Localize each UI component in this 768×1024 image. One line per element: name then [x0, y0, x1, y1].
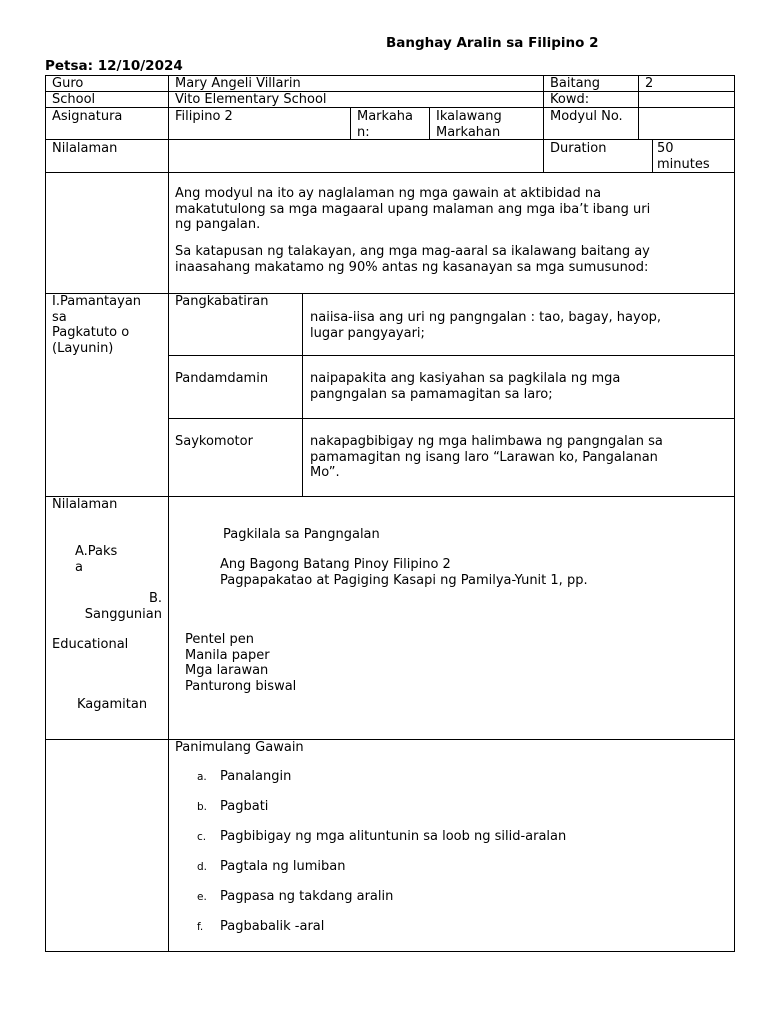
quarter-value-line: Markahan	[436, 124, 501, 140]
objective-line: pangngalan sa pamamagitan sa laro;	[310, 386, 553, 402]
row-line	[45, 496, 735, 497]
kagamitan-label: Kagamitan	[77, 697, 148, 712]
row-line	[168, 418, 735, 419]
paksa-line: a	[75, 559, 83, 575]
objective-line: naiisa-iisa ang uri ng pangngalan : tao, bagay, hayop,	[310, 310, 662, 325]
activity-text: Pagbabalik -aral	[220, 919, 325, 934]
activity-text: Panalangin	[220, 769, 292, 784]
row-line	[45, 739, 735, 740]
code-label: Kowd:	[550, 92, 590, 107]
col-line	[302, 293, 303, 496]
objective-domain: Pandamdamin	[175, 371, 269, 386]
quarter-label-line: n:	[357, 124, 370, 140]
intro-line: makatutulong sa mga magaaral upang malaman ang mga iba’t ibang uri	[175, 201, 651, 217]
reference-line: Ang Bagong Batang Pinoy Filipino 2	[220, 557, 451, 572]
material-item: Pentel pen	[185, 632, 254, 647]
intro-line: Sa katapusan ng talakayan, ang mga mag-aaral sa ikalawang baitang ay	[175, 244, 650, 259]
sanggunian-line: B.	[148, 591, 162, 606]
objective-line: naipapakita ang kasiyahan sa pagkilala ng mga	[310, 371, 621, 386]
objectives-label-line: (Layunin)	[52, 340, 114, 356]
activity-text: Pagtala ng lumiban	[220, 859, 346, 874]
objectives-label	[52, 294, 141, 356]
col-line	[168, 75, 169, 173]
activity-text: Pagbati	[220, 799, 269, 814]
subject-value: Filipino 2	[175, 109, 233, 124]
duration-line: 50	[657, 141, 674, 156]
teacher-label: Guro	[52, 76, 84, 91]
paksa-line: A.Paks	[75, 544, 118, 559]
activity-letter: c.	[197, 831, 207, 843]
objective-domain: Saykomotor	[175, 434, 253, 449]
objective-text	[310, 371, 620, 402]
quarter-label-line: Markaha	[357, 109, 413, 124]
activity-letter: d.	[197, 861, 208, 873]
activity-letter: a.	[197, 771, 207, 783]
objectives-label-line: I.Pamantayan	[52, 294, 142, 309]
intro-line: ng pangalan.	[175, 217, 261, 232]
objective-text	[310, 310, 661, 341]
module-label: Modyul No.	[550, 109, 623, 124]
row-line	[45, 293, 735, 294]
duration-label: Duration	[550, 141, 607, 156]
activity-letter: b.	[197, 801, 208, 813]
row-line	[45, 107, 735, 108]
intro-line: Ang modyul na ito ay naglalaman ng mga gawain at aktibidad na	[175, 186, 602, 201]
intro-line: inaasahang makatamo ng 90% antas ng kasanayan sa mga sumusunod:	[175, 259, 649, 275]
quarter-label	[357, 109, 413, 140]
quarter-value-line: Ikalawang	[436, 109, 502, 124]
quarter-value	[436, 109, 502, 140]
activity-text: Pagbibigay ng mga alituntunin sa loob ng silid-aralan	[220, 829, 567, 844]
intro-paragraph	[175, 186, 650, 233]
activity-letter: e.	[197, 891, 207, 903]
col-line	[429, 107, 430, 139]
row-line	[168, 355, 735, 356]
duration-line: minutes	[657, 156, 710, 172]
objective-line: Mo”.	[310, 465, 340, 480]
col-line	[638, 75, 639, 139]
material-item: Mga larawan	[185, 663, 269, 678]
activities-title: Panimulang Gawain	[175, 740, 304, 755]
activity-text: Pagpasa ng takdang aralin	[220, 889, 394, 904]
topic-text: Pagkilala sa Pangngalan	[223, 527, 380, 542]
col-line	[168, 172, 169, 952]
objective-line: pamamagitan ng isang laro “Larawan ko, Pangalanan	[310, 449, 658, 465]
objectives-label-line: sa	[52, 309, 67, 325]
content-section-label: Nilalaman	[52, 497, 118, 512]
document-title: Banghay Aralin sa Filipino 2	[386, 35, 599, 51]
date-label: Petsa: 12/10/2024	[45, 58, 183, 74]
grade-value: 2	[645, 76, 654, 91]
materials-list	[185, 632, 296, 694]
row-line	[45, 91, 735, 92]
objective-text	[310, 434, 663, 481]
material-item: Manila paper	[185, 647, 270, 663]
teacher-value: Mary Angeli Villarin	[175, 76, 301, 91]
duration-value	[657, 141, 710, 172]
activity-letter: f.	[197, 921, 204, 933]
school-label: School	[52, 92, 96, 107]
subject-label: Asignatura	[52, 109, 123, 124]
col-line	[543, 75, 544, 173]
sanggunian-line: Sanggunian	[84, 606, 162, 622]
objective-line: nakapagbibigay ng mga halimbawa ng pangngalan sa	[310, 434, 663, 449]
col-line	[652, 139, 653, 173]
grade-label: Baitang	[550, 76, 601, 91]
content-label: Nilalaman	[52, 141, 118, 156]
school-value: Vito Elementary School	[175, 92, 327, 107]
material-item: Panturong biswal	[185, 678, 297, 694]
col-line	[350, 107, 351, 139]
references	[220, 557, 588, 588]
objective-line: lugar pangyayari;	[310, 325, 425, 341]
intro-paragraph	[175, 244, 650, 275]
paksa-label	[75, 544, 117, 575]
objective-domain: Pangkabatiran	[175, 294, 269, 309]
educational-label: Educational	[52, 637, 129, 652]
objectives-label-line: Pagkatuto o	[52, 325, 130, 340]
sanggunian-label	[70, 591, 162, 622]
reference-line: Pagpapakatao at Pagiging Kasapi ng Pamilya-Yunit 1, pp.	[220, 572, 588, 588]
